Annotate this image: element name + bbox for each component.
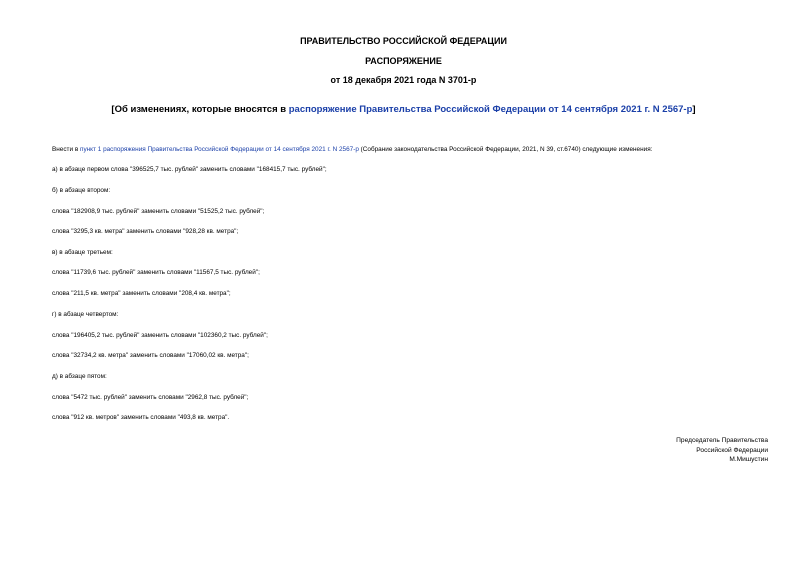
item-d: д) в абзаце пятом:: [52, 373, 107, 380]
subject-open: [Об изменениях, которые вносятся в: [111, 104, 289, 115]
government-heading: ПРАВИТЕЛЬСТВО РОССИЙСКОЙ ФЕДЕРАЦИИ: [300, 36, 507, 46]
item-d-1: слова "5472 тыс. рублей" заменить словами "2962,8 тыс. рублей";: [52, 394, 249, 401]
item-v-1: слова "11739,6 тыс. рублей" заменить словами "11567,5 тыс. рублей";: [52, 269, 260, 276]
document-subject: [0, 104, 807, 116]
intro-prefix: Внести в: [52, 146, 80, 153]
signature-org: Российской Федерации: [696, 446, 768, 454]
item-g: г) в абзаце четвертом:: [52, 311, 119, 318]
date-number-heading: от 18 декабря 2021 года N 3701-р: [330, 75, 477, 85]
document-type-heading: РАСПОРЯЖЕНИЕ: [365, 56, 442, 66]
item-g-1: слова "196405,2 тыс. рублей" заменить словами "102360,2 тыс. рублей";: [52, 332, 268, 339]
item-b-2: слова "3295,3 кв. метра" заменить словами "928,28 кв. метра";: [52, 228, 239, 235]
item-d-2: слова "912 кв. метров" заменить словами "493,8 кв. метра".: [52, 414, 230, 421]
intro-suffix: (Собрание законодательства Российской Федерации, 2021, N 39, ст.6740) следующие изменения:: [358, 146, 653, 153]
intro-paragraph: [52, 146, 652, 154]
signature-title: Председатель Правительства: [676, 437, 768, 444]
item-a: а) в абзаце первом слова "396525,7 тыс. рублей" заменить словами "168415,7 тыс. рублей";: [52, 166, 327, 173]
item-g-2: слова "32734,2 кв. метра" заменить словами "17060,02 кв. метра";: [52, 352, 249, 359]
signature-block: [676, 436, 768, 465]
item-v: в) в абзаце третьем:: [52, 249, 113, 256]
subject-link[interactable]: распоряжение Правительства Российской Федерации от 14 сентября 2021 г. N 2567-р: [288, 104, 693, 115]
subject-close: ]: [692, 104, 696, 115]
signature-name: М.Мишустин: [729, 456, 768, 463]
item-v-2: слова "211,5 кв. метра" заменить словами "208,4 кв. метра";: [52, 290, 231, 297]
item-b: б) в абзаце втором:: [52, 187, 111, 194]
intro-link[interactable]: пункт 1 распоряжения Правительства Российской Федерации от 14 сентября 2021 г. N 2567-р: [79, 146, 359, 153]
item-b-1: слова "182908,9 тыс. рублей" заменить словами "51525,2 тыс. рублей";: [52, 208, 265, 215]
